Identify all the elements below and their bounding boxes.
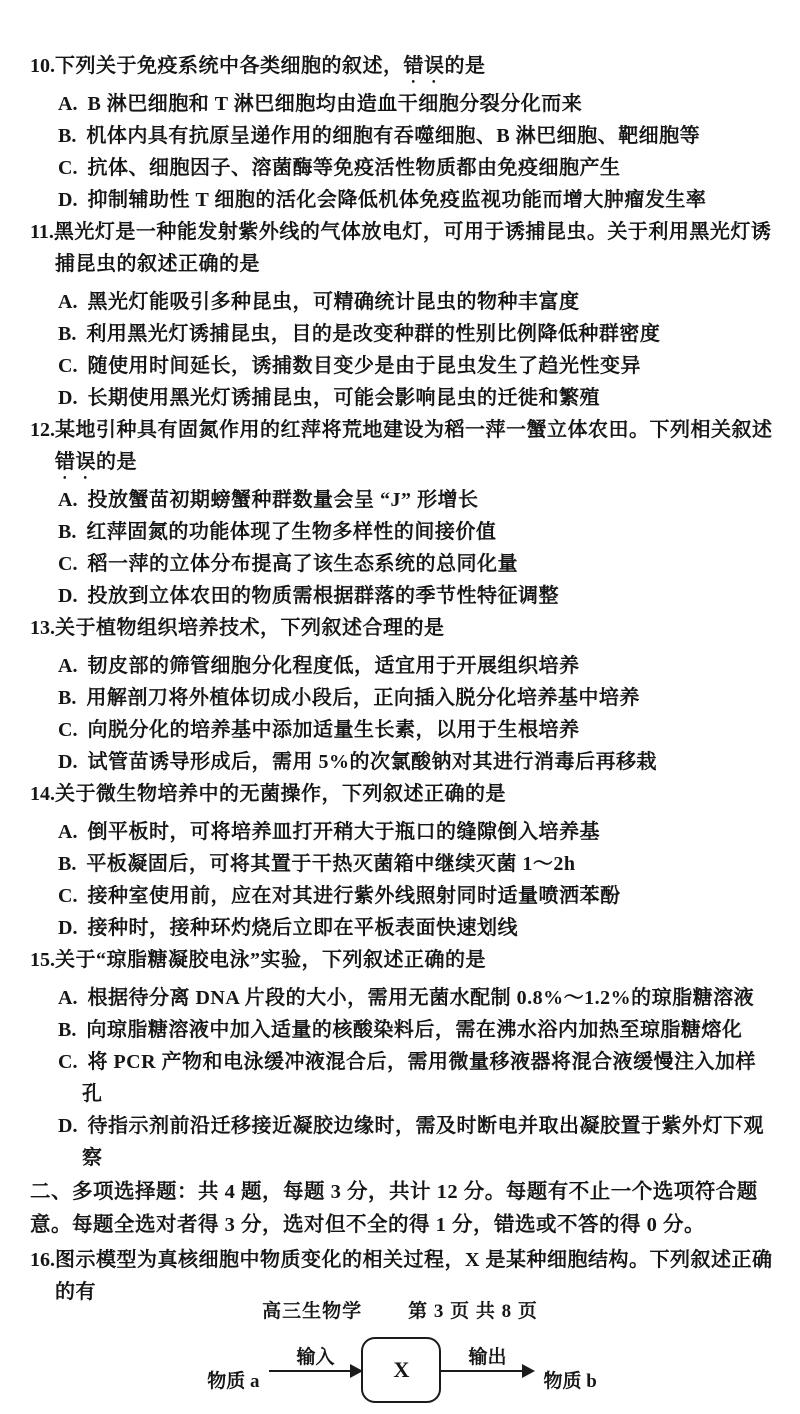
- option-text: 试管苗诱导形成后，需用 5%的次氯酸钠对其进行消毒后再移栽: [87, 751, 657, 773]
- question-14-option-b: [30, 848, 774, 880]
- option-text: 韧皮部的筛管细胞分化程度低，适宜用于开展组织培养: [87, 655, 580, 677]
- option-label: B.: [58, 853, 77, 875]
- option-text: 投放蟹苗初期螃蟹种群数量会呈 “J” 形增长: [87, 489, 479, 511]
- option-text: 投放到立体农田的物质需根据群落的季节性特征调整: [87, 585, 559, 607]
- option-text: 用解剖刀将外植体切成小段后，正向插入脱分化培养基中培养: [86, 687, 640, 709]
- option-label: D.: [58, 1115, 78, 1137]
- footer-course-title: 高三生物学: [262, 1301, 363, 1322]
- option-text: 根据待分离 DNA 片段的大小，需用无菌水配制 0.8%～1.2%的琼脂糖溶液: [87, 987, 755, 1009]
- diagram-substance-b-label: 物质 b: [543, 1370, 597, 1392]
- stem-text: 某地引种具有固氮作用的红萍将荒地建设为稻一萍一蟹立体农田。下列相关叙述: [55, 419, 773, 441]
- question-13-option-c: [30, 714, 774, 746]
- question-11-option-c: [30, 350, 774, 382]
- question-15-option-d: [30, 1110, 774, 1174]
- question-number: 13.: [30, 617, 55, 639]
- page-footer: [0, 1296, 800, 1323]
- option-text: 机体内具有抗原呈递作用的细胞有吞噬细胞、B 淋巴细胞、靶细胞等: [86, 125, 701, 147]
- question-10-option-c: [30, 152, 774, 184]
- stem-text: 黑光灯是一种能发射紫外线的气体放电灯，可用于诱捕昆虫。关于利用黑光灯诱捕昆虫的叙述正确的是: [53, 221, 772, 275]
- stem-text: 的是: [96, 451, 137, 473]
- question-12: [30, 414, 774, 612]
- option-text: 随使用时间延长，诱捕数目变少是由于昆虫发生了趋光性变异: [87, 355, 641, 377]
- question-11: [30, 216, 774, 414]
- question-14-option-c: [30, 880, 774, 912]
- option-label: A.: [58, 821, 78, 843]
- arrow-right-icon: [269, 1370, 361, 1373]
- question-11-option-d: [30, 382, 774, 414]
- question-15-option-c: [30, 1046, 774, 1110]
- question-13: [30, 612, 774, 778]
- diagram-input-label: 输入: [296, 1346, 335, 1368]
- option-label: A.: [58, 489, 78, 511]
- diagram-output-label: 输出: [468, 1346, 507, 1368]
- option-label: C.: [58, 719, 78, 741]
- option-text: 红萍固氮的功能体现了生物多样性的间接价值: [86, 521, 497, 543]
- option-text: B 淋巴细胞和 T 淋巴细胞均由造血干细胞分裂分化而来: [87, 93, 583, 115]
- option-text: 稻一萍的立体分布提高了该生态系统的总同化量: [87, 553, 518, 575]
- question-12-stem: [30, 414, 774, 484]
- option-label: A.: [58, 987, 78, 1009]
- question-10-option-a: [30, 88, 774, 120]
- option-text: 抗体、细胞因子、溶菌酶等免疫活性物质都由免疫细胞产生: [87, 157, 621, 179]
- question-11-stem: [30, 216, 774, 286]
- question-13-option-d: [30, 746, 774, 778]
- option-text: 向脱分化的培养基中添加适量生长素，以用于生根培养: [87, 719, 580, 741]
- question-14-option-a: [30, 816, 774, 848]
- question-12-option-a: [30, 484, 774, 516]
- option-label: D.: [58, 189, 78, 211]
- stem-text: 关于“琼脂糖凝胶电泳”实验，下列叙述正确的是: [55, 949, 486, 971]
- option-text: 长期使用黑光灯诱捕昆虫，可能会影响昆虫的迁徙和繁殖: [87, 387, 600, 409]
- question-16-diagram: [30, 1326, 774, 1414]
- option-label: B.: [58, 521, 77, 543]
- question-12-option-d: [30, 580, 774, 612]
- option-label: D.: [58, 917, 78, 939]
- option-label: B.: [58, 687, 77, 709]
- option-label: C.: [58, 157, 78, 179]
- option-label: D.: [58, 387, 78, 409]
- question-11-option-b: [30, 318, 774, 350]
- stem-text: 关于微生物培养中的无菌操作，下列叙述正确的是: [55, 783, 506, 805]
- stem-text: 下列关于免疫系统中各类细胞的叙述，: [55, 55, 404, 77]
- option-text: 抑制辅助性 T 细胞的活化会降低机体免疫监视功能而增大肿瘤发生率: [87, 189, 707, 211]
- option-label: B.: [58, 323, 77, 345]
- question-13-option-b: [30, 682, 774, 714]
- question-number: 15.: [30, 949, 55, 971]
- option-label: C.: [58, 553, 78, 575]
- question-14: [30, 778, 774, 944]
- stem-text: 图示模型为真核细胞中物质变化的相关过程，X 是某种细胞结构。下列叙述正确的有: [55, 1249, 773, 1303]
- stem-emphasis: 错误: [403, 55, 445, 77]
- question-number: 14.: [30, 783, 55, 805]
- option-label: B.: [58, 1019, 77, 1041]
- diagram-structure-x-box: X: [361, 1337, 441, 1403]
- option-text: 接种时，接种环灼烧后立即在平板表面快速划线: [87, 917, 518, 939]
- question-15-option-b: [30, 1014, 774, 1046]
- stem-text: 关于植物组织培养技术，下列叙述合理的是: [55, 617, 445, 639]
- option-text: 将 PCR 产物和电泳缓冲液混合后，需用微量移液器将混合液缓慢注入加样孔: [82, 1051, 757, 1105]
- option-label: D.: [58, 585, 78, 607]
- question-10-option-d: [30, 184, 774, 216]
- question-10: [30, 50, 774, 216]
- option-text: 倒平板时，可将培养皿打开稍大于瓶口的缝隙倒入培养基: [87, 821, 600, 843]
- question-number: 11.: [30, 221, 54, 243]
- question-12-option-c: [30, 548, 774, 580]
- diagram-output-arrow: [441, 1346, 533, 1395]
- question-13-stem: [30, 612, 774, 650]
- option-text: 利用黑光灯诱捕昆虫，目的是改变种群的性别比例降低种群密度: [86, 323, 661, 345]
- option-text: 待指示剂前沿迁移接近凝胶边缘时，需及时断电并取出凝胶置于紫外灯下观察: [82, 1115, 764, 1169]
- option-label: A.: [58, 291, 78, 313]
- option-label: D.: [58, 751, 78, 773]
- question-10-option-b: [30, 120, 774, 152]
- question-15-option-a: [30, 982, 774, 1014]
- section-header-multi-select: 二、多项选择题：共 4 题，每题 3 分，共计 12 分。每题有不止一个选项符合题意。每题全选对者得 3 分，选对但不全的得 1 分，错选或不答的得 0 分。: [30, 1181, 758, 1236]
- option-label: C.: [58, 885, 78, 907]
- option-text: 平板凝固后，可将其置于干热灭菌箱中继续灭菌 1～2h: [86, 853, 576, 875]
- question-15: [30, 944, 774, 1174]
- diagram-input-arrow: [269, 1346, 361, 1395]
- option-label: C.: [58, 1051, 78, 1073]
- option-text: 黑光灯能吸引多种昆虫，可精确统计昆虫的物种丰富度: [87, 291, 580, 313]
- option-label: A.: [58, 93, 78, 115]
- stem-emphasis: 错误: [55, 451, 96, 473]
- question-number: 10.: [30, 55, 55, 77]
- option-label: B.: [58, 125, 77, 147]
- question-14-option-d: [30, 912, 774, 944]
- arrow-right-icon: [441, 1370, 533, 1373]
- question-11-option-a: [30, 286, 774, 318]
- question-15-stem: [30, 944, 774, 982]
- option-text: 向琼脂糖溶液中加入适量的核酸染料后，需在沸水浴内加热至琼脂糖熔化: [86, 1019, 743, 1041]
- question-12-option-b: [30, 516, 774, 548]
- option-label: A.: [58, 655, 78, 677]
- question-14-stem: [30, 778, 774, 816]
- option-text: 接种室使用前，应在对其进行紫外线照射同时适量喷洒苯酚: [87, 885, 621, 907]
- diagram-substance-a-label: 物质 a: [207, 1370, 260, 1392]
- stem-text: 的是: [444, 55, 486, 77]
- question-10-stem: [30, 50, 774, 88]
- question-number: 16.: [30, 1249, 55, 1271]
- option-label: C.: [58, 355, 78, 377]
- question-13-option-a: [30, 650, 774, 682]
- footer-page-number: 第 3 页 共 8 页: [408, 1301, 538, 1322]
- question-number: 12.: [30, 419, 55, 441]
